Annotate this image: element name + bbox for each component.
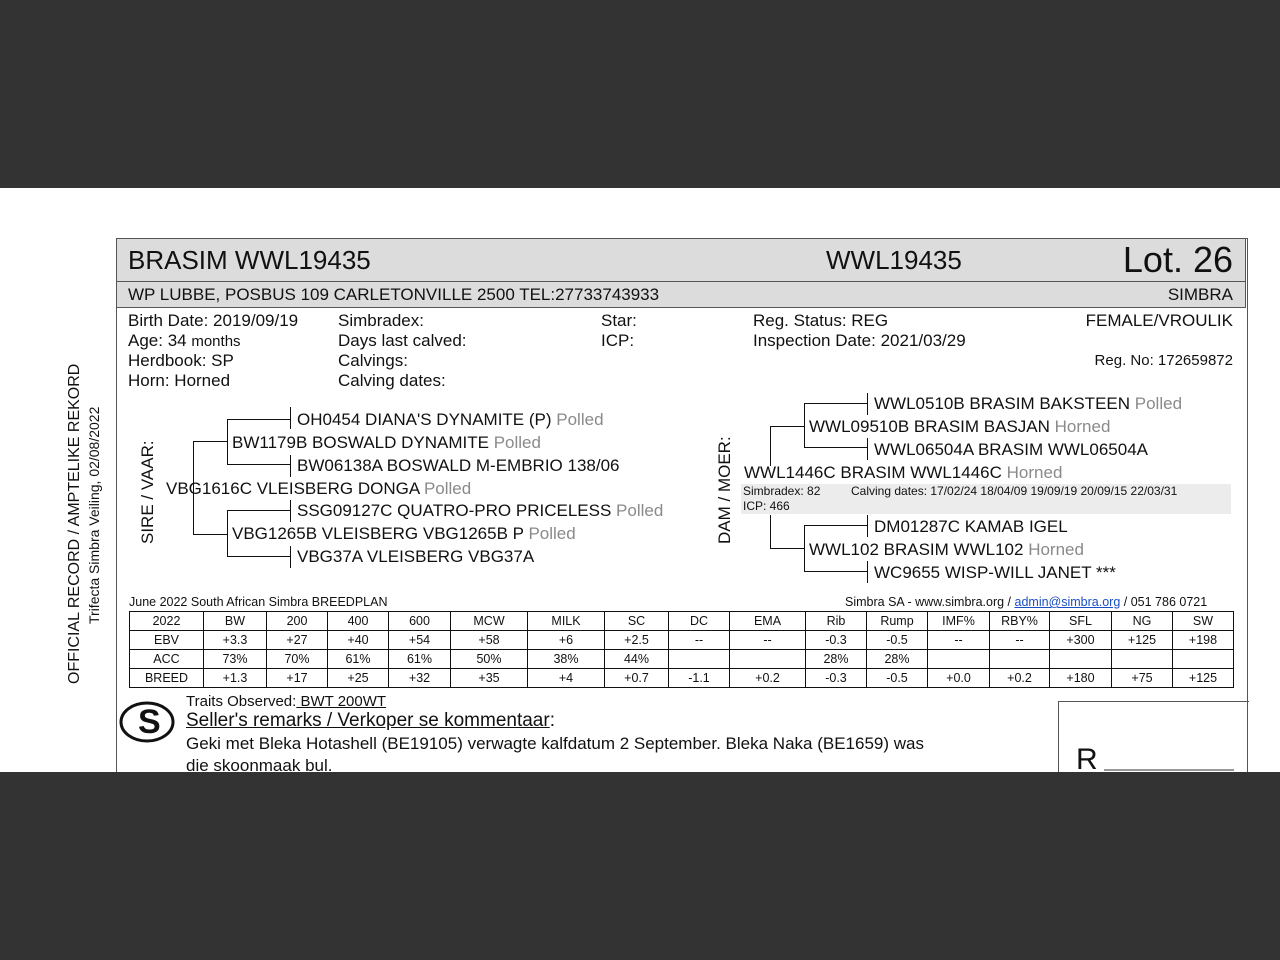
animal-name: BRASIM WWL19435 (128, 245, 371, 275)
price-input-line[interactable] (1104, 769, 1234, 771)
cell: 600 (389, 612, 451, 631)
cell: 400 (328, 612, 389, 631)
status: Horned (1028, 540, 1084, 559)
dam-sire-dam: WWL06504A BRASIM WWL06504A (874, 440, 1149, 459)
status: Polled (1134, 394, 1183, 413)
status: Polled (528, 524, 576, 543)
calving-dates: Calving dates: (338, 371, 446, 390)
age-unit: months (191, 333, 241, 350)
age-value: Age: 34 (128, 331, 187, 350)
sire-sire: BW1179B BOSWALD DYNAMITE Polled (232, 433, 541, 452)
age (128, 331, 241, 351)
cell: MCW (451, 612, 528, 631)
cell: 2022 (130, 612, 204, 631)
cell: NG (1112, 612, 1173, 631)
cell: MILK (528, 612, 605, 631)
catalog-sheet (0, 188, 1280, 772)
cell: SW (1173, 612, 1234, 631)
cell: DC (669, 612, 730, 631)
status: Polled (616, 501, 664, 520)
remarks-line-2: die skoonmaak bul. (186, 756, 333, 772)
star: Star: (601, 311, 637, 330)
breedplan-title: June 2022 South African Simbra BREEDPLAN (129, 595, 388, 609)
dam-calving-dates: Calving dates: 17/02/24 18/04/09 19/09/19 20/09/15 22/03/31 (851, 484, 1178, 498)
dam-dam: WWL102 BRASIM WWL102 Horned (809, 540, 1084, 559)
inspection-date: Inspection Date: 2021/03/29 (753, 331, 966, 350)
simbra-logo-icon (118, 696, 176, 746)
cell: EMA (730, 612, 806, 631)
header-row (130, 612, 1234, 631)
reg-status: Reg. Status: REG (753, 311, 889, 330)
dam-sire: WWL09510B BRASIM BASJAN Horned (809, 417, 1111, 436)
email-link[interactable]: admin@simbra.org (1014, 595, 1121, 609)
dam-dam-sire: DM01287C KAMAB IGEL (874, 517, 1068, 536)
owner-address: WP LUBBE, POSBUS 109 CARLETONVILLE 2500 TEL:27733743933 (128, 285, 660, 304)
sire-name: VBG1616C VLEISBERG DONGA Polled (166, 479, 472, 498)
dam-name: WWL1446C BRASIM WWL1446C Horned (744, 463, 1063, 482)
breed-label: SIMBRA (1167, 285, 1233, 304)
herdbook: Herdbook: SP (128, 351, 234, 370)
sire-sire-dam: BW06138A BOSWALD M-EMBRIO 138/06 (297, 456, 620, 475)
traits-observed: Traits Observed: BWT 200WT (186, 693, 387, 710)
status: Polled (493, 433, 541, 452)
days-last-calved: Days last calved: (338, 331, 467, 350)
sire-dam-dam: VBG37A VLEISBERG VBG37A (297, 547, 535, 566)
sire-sire-sire: OH0454 DIANA'S DYNAMITE (P) Polled (297, 410, 604, 429)
sire-dam-sire: SSG09127C QUATRO-PRO PRICELESS Polled (297, 501, 664, 520)
dam-simbradex: Simbradex: 82 (743, 484, 821, 498)
breed-row: BREED +1.3 +17 +25 +32 +35 +4 +0.7 -1.1 +0.2 -0.3 -0.5 +0.0 +0.2 +180 +75 +125 (130, 669, 1234, 688)
cell: RBY% (990, 612, 1050, 631)
calvings: Calvings: (338, 351, 408, 370)
remarks-heading: Seller's remarks / Verkoper se kommentaar: (186, 710, 555, 731)
dam-sire-sire: WWL0510B BRASIM BAKSTEEN Polled (874, 394, 1183, 413)
cell: SFL (1050, 612, 1112, 631)
cell: Rump (867, 612, 928, 631)
status: Horned (1054, 417, 1111, 436)
reg-number: Reg. No: 172659872 (1094, 352, 1233, 369)
status: Horned (1006, 463, 1063, 482)
dam-dam-dam: WC9655 WISP-WILL JANET *** (874, 563, 1116, 582)
breedplan-contact: Simbra SA - www.simbra.org / admin@simbra.org / 051 786 0721 (845, 595, 1208, 609)
dam-icp: ICP: 466 (743, 499, 790, 513)
status: Polled (423, 479, 472, 498)
remarks-line-1: Geki met Bleka Hotashell (BE19105) verwagte kalfdatum 2 September. Bleka Naka (BE1659) was (186, 734, 924, 753)
cell: IMF% (928, 612, 990, 631)
breedplan-table (129, 611, 1234, 688)
cell: BW (204, 612, 267, 631)
ebv-row: EBV +3.3 +27 +40 +54 +58 +6 +2.5 -- -- -0.3 -0.5 -- -- +300 +125 +198 (130, 631, 1234, 650)
horn: Horn: Horned (128, 371, 231, 390)
official-record-label: OFFICIAL RECORD / AMPTELIKE REKORD (66, 363, 83, 684)
icp: ICP: (601, 331, 635, 350)
lot-number: Lot. 26 (1122, 239, 1233, 280)
birth-date: Birth Date: 2019/09/19 (128, 311, 299, 330)
animal-id: WWL19435 (826, 245, 962, 275)
logo-letter: S (138, 703, 161, 741)
dam-label: DAM / MOER: (715, 436, 734, 544)
sire-label: SIRE / VAAR: (138, 440, 157, 544)
cell: 200 (267, 612, 328, 631)
dam-facts (741, 484, 1231, 514)
cell: SC (605, 612, 669, 631)
sire-dam: VBG1265B VLEISBERG VBG1265B P Polled (232, 524, 576, 543)
cell: Rib (806, 612, 867, 631)
auction-date-label: Trifecta Simbra Veiling, 02/08/2022 (86, 406, 102, 624)
price-label: R (1076, 743, 1098, 772)
simbradex: Simbradex: (338, 311, 424, 330)
acc-row: ACC 73% 70% 61% 61% 50% 38% 44% 28% 28% (130, 650, 1234, 669)
status: Polled (556, 410, 604, 429)
sex: FEMALE/VROULIK (1085, 311, 1233, 330)
